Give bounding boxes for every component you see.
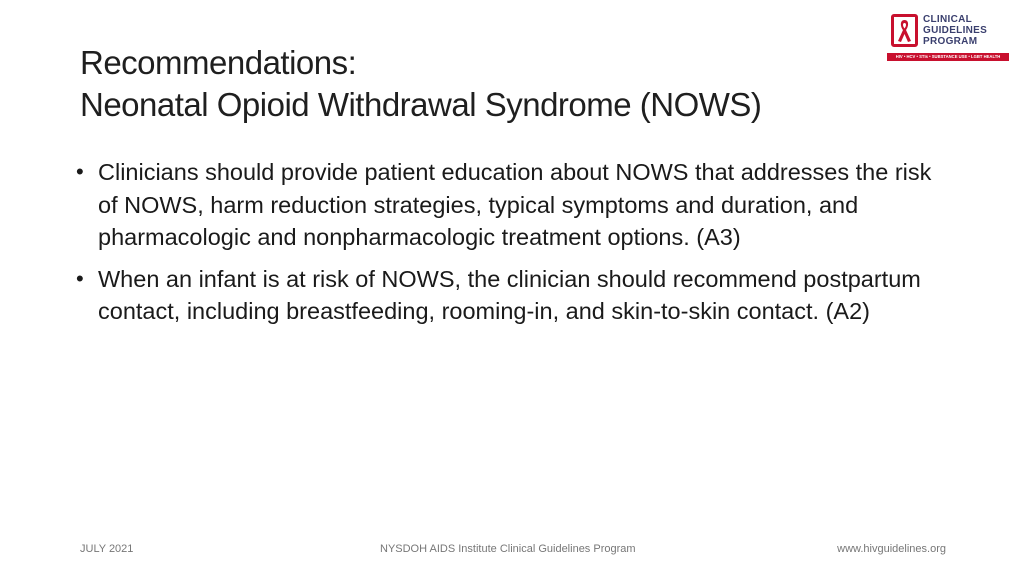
bullet-marker: • xyxy=(76,265,84,291)
bullet-item xyxy=(76,263,956,328)
bullet-list xyxy=(76,156,956,337)
footer-program: NYSDOH AIDS Institute Clinical Guidelines Program xyxy=(380,543,636,555)
logo-text xyxy=(923,14,987,47)
footer-website: www.hivguidelines.org xyxy=(837,543,946,555)
logo-line-program: PROGRAM xyxy=(923,36,978,47)
title-line-2: Neonatal Opioid Withdrawal Syndrome (NOWS) xyxy=(80,86,762,123)
slide-title xyxy=(80,42,900,126)
footer-date: JULY 2021 xyxy=(80,543,134,555)
logo-line-clinical: CLINICAL xyxy=(923,14,973,25)
bullet-marker: • xyxy=(76,159,84,184)
title-line-1: Recommendations: xyxy=(80,44,357,81)
bullet-text: Clinicians should provide patient education about NOWS that addresses the risk of NOWS, harm reduction strategies, typical symptoms and duration, and pharmacologic and nonpharmacologic treatment options. (A3) xyxy=(98,159,932,250)
logo-tagline: HIV • HCV • STIs • SUBSTANCE USE • LGBT HEALTH xyxy=(887,53,1009,61)
logo-line-guidelines: GUIDELINES xyxy=(923,25,988,36)
red-ribbon-icon xyxy=(894,17,915,44)
bullet-text: When an infant is at risk of NOWS, the clinician should recommend postpartum contact, including breastfeeding, rooming-in, and skin-to-skin contact. (A2) xyxy=(98,265,921,324)
bullet-item xyxy=(76,156,956,254)
clinical-guidelines-logo xyxy=(887,14,1009,64)
